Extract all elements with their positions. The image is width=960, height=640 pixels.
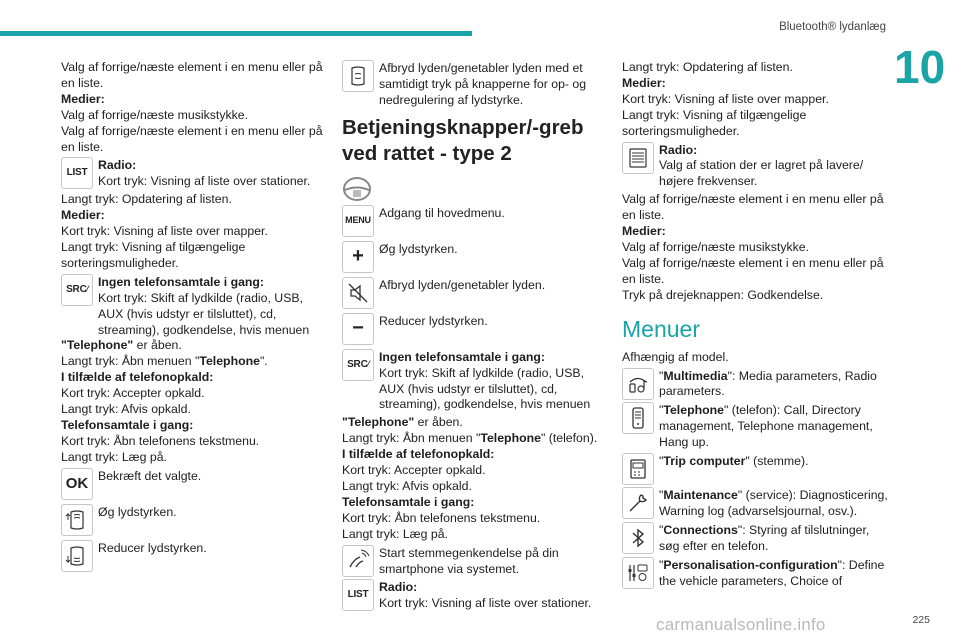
paragraph: Valg af forrige/næste element i en menu eller på en liste. <box>622 192 884 223</box>
menu-item-multimedia: "Multimedia": Media parameters, Radio parameters. <box>622 368 890 401</box>
src-button-icon: SRC ⁄ <box>342 349 374 381</box>
paragraph: er åben. <box>133 338 182 353</box>
paragraph: Valg af forrige/næste musikstykke. <box>622 239 810 254</box>
connections-term: Connections <box>663 522 738 537</box>
paragraph: Langt tryk: Opdatering af listen. <box>622 60 793 74</box>
list-button-row <box>61 157 326 190</box>
header-accent-bar <box>0 31 472 36</box>
voice-button-row <box>342 545 604 578</box>
telephone-term: "Telephone" <box>342 415 415 430</box>
in-call-label: Telefonsamtale i gang: <box>61 417 194 432</box>
src-button-row <box>342 349 604 414</box>
paragraph: Langt tryk: Visning af tilgængelige sorteringsmuligheder. <box>622 107 807 138</box>
menu-item-trip-computer: "Trip computer" (stemme). <box>622 453 890 485</box>
telephone-term: "Telephone" <box>61 338 134 353</box>
media-label: Medier: <box>622 75 666 90</box>
section-heading: Betjeningsknapper/-greb ved rattet - type 2 <box>342 115 584 165</box>
paragraph: Kort tryk: Åbn telefonens tekstmenu. <box>61 433 260 448</box>
paragraph: " (service): Diagnosticering, Warning log (advarselsjournal, osv.). <box>659 488 888 518</box>
paragraph: Langt tryk: Afvis opkald. <box>342 478 472 493</box>
ok-text: Bekræft det valgte. <box>98 468 202 483</box>
paragraph: Kort tryk: Åbn telefonens tekstmenu. <box>342 510 541 525</box>
column-3 <box>622 60 890 591</box>
volume-up-row <box>61 504 326 536</box>
incoming-label: I tilfælde af telefonopkald: <box>61 370 214 385</box>
plus-text: Øg lydstyrken. <box>379 241 458 256</box>
maintenance-term: Maintenance <box>663 488 738 503</box>
thumbwheel-up-icon <box>61 504 93 536</box>
telephone-term: Telephone <box>663 403 724 418</box>
menu-item-telephone: "Telephone" (telefon): Call, Directory management, Telephone management, Hang up. <box>622 402 890 451</box>
mute-speaker-icon <box>342 277 374 309</box>
paragraph: " (telefon): Call, Directory management, Telephone management, Hang up. <box>659 403 873 450</box>
paragraph: Kort tryk: Visning af liste over mapper. <box>622 91 829 106</box>
voice-text: Start stemmegenkendelse på din smartphone via systemet. <box>379 545 559 576</box>
list-button-row <box>342 579 604 612</box>
paragraph: ": Media parameters, Radio parameters. <box>659 368 877 399</box>
paragraph: ". <box>259 354 268 369</box>
media-label: Medier: <box>622 224 666 239</box>
paragraph: Langt tryk: Opdatering af listen. <box>61 192 232 207</box>
thumbwheel-press-icon <box>342 60 374 92</box>
paragraph: ": Styring af tilslutninger, søg efter en telefon. <box>659 522 870 553</box>
volume-down-text: Reducer lydstyrken. <box>98 540 207 555</box>
volume-down-row <box>61 540 326 572</box>
plus-button-row <box>342 241 604 273</box>
paragraph: Valg af forrige/næste element i en menu eller på en liste. <box>61 123 323 154</box>
steering-wheel-icon <box>342 175 372 203</box>
no-call-label: Ingen telefonsamtale i gang: <box>379 349 546 364</box>
radio-label: Radio: <box>98 158 137 173</box>
paragraph: Kort tryk: Accepter opkald. <box>342 463 486 478</box>
paragraph: " (telefon). <box>540 431 598 446</box>
telephone-icon <box>622 402 654 434</box>
radio-text: Kort tryk: Visning af liste over stationer. <box>98 174 311 189</box>
paragraph: Valg af forrige/næste element i en menu eller på en liste. <box>61 60 323 90</box>
telephone-term: Telephone <box>480 431 541 446</box>
menu-button-icon: MENU <box>342 205 374 237</box>
menu-item-connections: "Connections": Styring af tilslutninger, søg efter en telefon. <box>622 522 890 555</box>
radio-text: Valg af station der er lagret på lavere/ højere frekvenser. <box>659 158 864 189</box>
page-number: 225 <box>912 614 930 626</box>
mute-text: Afbryd lyden/genetabler lyden med et samtidigt tryk på knapperne for op- og nedregulering af lydstyrke. <box>379 61 587 107</box>
no-call-label: Ingen telefonsamtale i gang: <box>98 274 265 289</box>
multimedia-icon <box>622 368 654 400</box>
minus-button-row <box>342 313 604 345</box>
ok-button-icon: OK <box>61 468 93 500</box>
settings-sliders-icon <box>622 557 654 589</box>
menu-item-maintenance: "Maintenance" (service): Diagnosticering, Warning log (advarselsjournal, osv.). <box>622 487 890 520</box>
paragraph: Valg af forrige/næste musikstykke. <box>61 107 249 122</box>
list-button-icon: LIST <box>342 579 374 611</box>
radio-text: Kort tryk: Visning af liste over stationer. <box>379 596 592 611</box>
mute-row <box>342 60 604 109</box>
chapter-number: 10 <box>894 41 946 93</box>
list-button-icon: LIST <box>61 157 93 189</box>
paragraph: Afhængig af model. <box>622 349 729 364</box>
paragraph: ": Define the vehicle parameters, Choice of <box>659 557 885 588</box>
trip-computer-term: Trip computer <box>663 454 746 469</box>
bluetooth-icon <box>622 522 654 554</box>
paragraph: Langt tryk: Åbn menuen " <box>61 354 200 369</box>
telephone-term: Telephone <box>199 354 260 369</box>
media-label: Medier: <box>61 208 105 223</box>
mute2-text: Afbryd lyden/genetabler lyden. <box>379 277 546 292</box>
ok-button-row <box>61 468 326 500</box>
list-scroll-row <box>622 142 890 191</box>
plus-button-icon: + <box>342 241 374 273</box>
src-button-icon: SRC ⁄ <box>61 274 93 306</box>
incoming-label: I tilfælde af telefonopkald: <box>342 447 495 462</box>
menu-text: Adgang til hovedmenu. <box>379 205 505 220</box>
minus-button-icon: − <box>342 313 374 345</box>
trip-computer-icon <box>622 453 654 485</box>
paragraph: Langt tryk: Afvis opkald. <box>61 402 191 417</box>
radio-label: Radio: <box>659 142 698 157</box>
watermark: carmanualsonline.info <box>656 615 826 634</box>
column-1 <box>61 60 326 576</box>
menu-item-personalisation: "Personalisation-configuration": Define the vehicle parameters, Choice of <box>622 557 890 590</box>
src-button-row <box>61 274 326 339</box>
minus-text: Reducer lydstyrken. <box>379 313 488 328</box>
section-heading: Menuer <box>622 315 700 342</box>
multimedia-term: Multimedia <box>663 368 728 383</box>
column-2 <box>342 60 604 614</box>
paragraph: Kort tryk: Skift af lydkilde (radio, USB, AUX (hvis udstyr er tilsluttet), cd, streaming), godkendelse, hvis menuen <box>379 365 591 412</box>
volume-up-text: Øg lydstyrken. <box>98 504 177 519</box>
personalisation-term: Personalisation-configuration <box>663 557 838 572</box>
paragraph: Kort tryk: Visning af liste over mapper. <box>61 224 268 239</box>
paragraph: Langt tryk: Læg på. <box>342 526 448 541</box>
media-label: Medier: <box>61 91 105 106</box>
list-scroll-icon <box>622 142 654 174</box>
paragraph: Valg af forrige/næste element i en menu eller på en liste. <box>622 255 884 286</box>
wrench-icon <box>622 487 654 519</box>
paragraph: Kort tryk: Accepter opkald. <box>61 386 205 401</box>
radio-label: Radio: <box>379 580 418 595</box>
paragraph: Langt tryk: Åbn menuen " <box>342 431 481 446</box>
page-header-title: Bluetooth® lydanlæg <box>779 21 886 33</box>
voice-recognition-icon <box>342 545 374 577</box>
paragraph: Tryk på drejeknappen: Godkendelse. <box>622 287 824 302</box>
paragraph: " (stemme). <box>745 454 809 469</box>
paragraph: Langt tryk: Læg på. <box>61 449 167 464</box>
mute-button-row <box>342 277 604 309</box>
menu-button-row <box>342 205 604 237</box>
paragraph: Kort tryk: Skift af lydkilde (radio, USB, AUX (hvis udstyr er tilsluttet), cd, streaming), godkendelse, hvis menuen <box>98 290 310 337</box>
in-call-label: Telefonsamtale i gang: <box>342 494 475 509</box>
paragraph: Langt tryk: Visning af tilgængelige sorteringsmuligheder. <box>61 239 246 270</box>
thumbwheel-down-icon <box>61 540 93 572</box>
paragraph: er åben. <box>414 415 463 430</box>
